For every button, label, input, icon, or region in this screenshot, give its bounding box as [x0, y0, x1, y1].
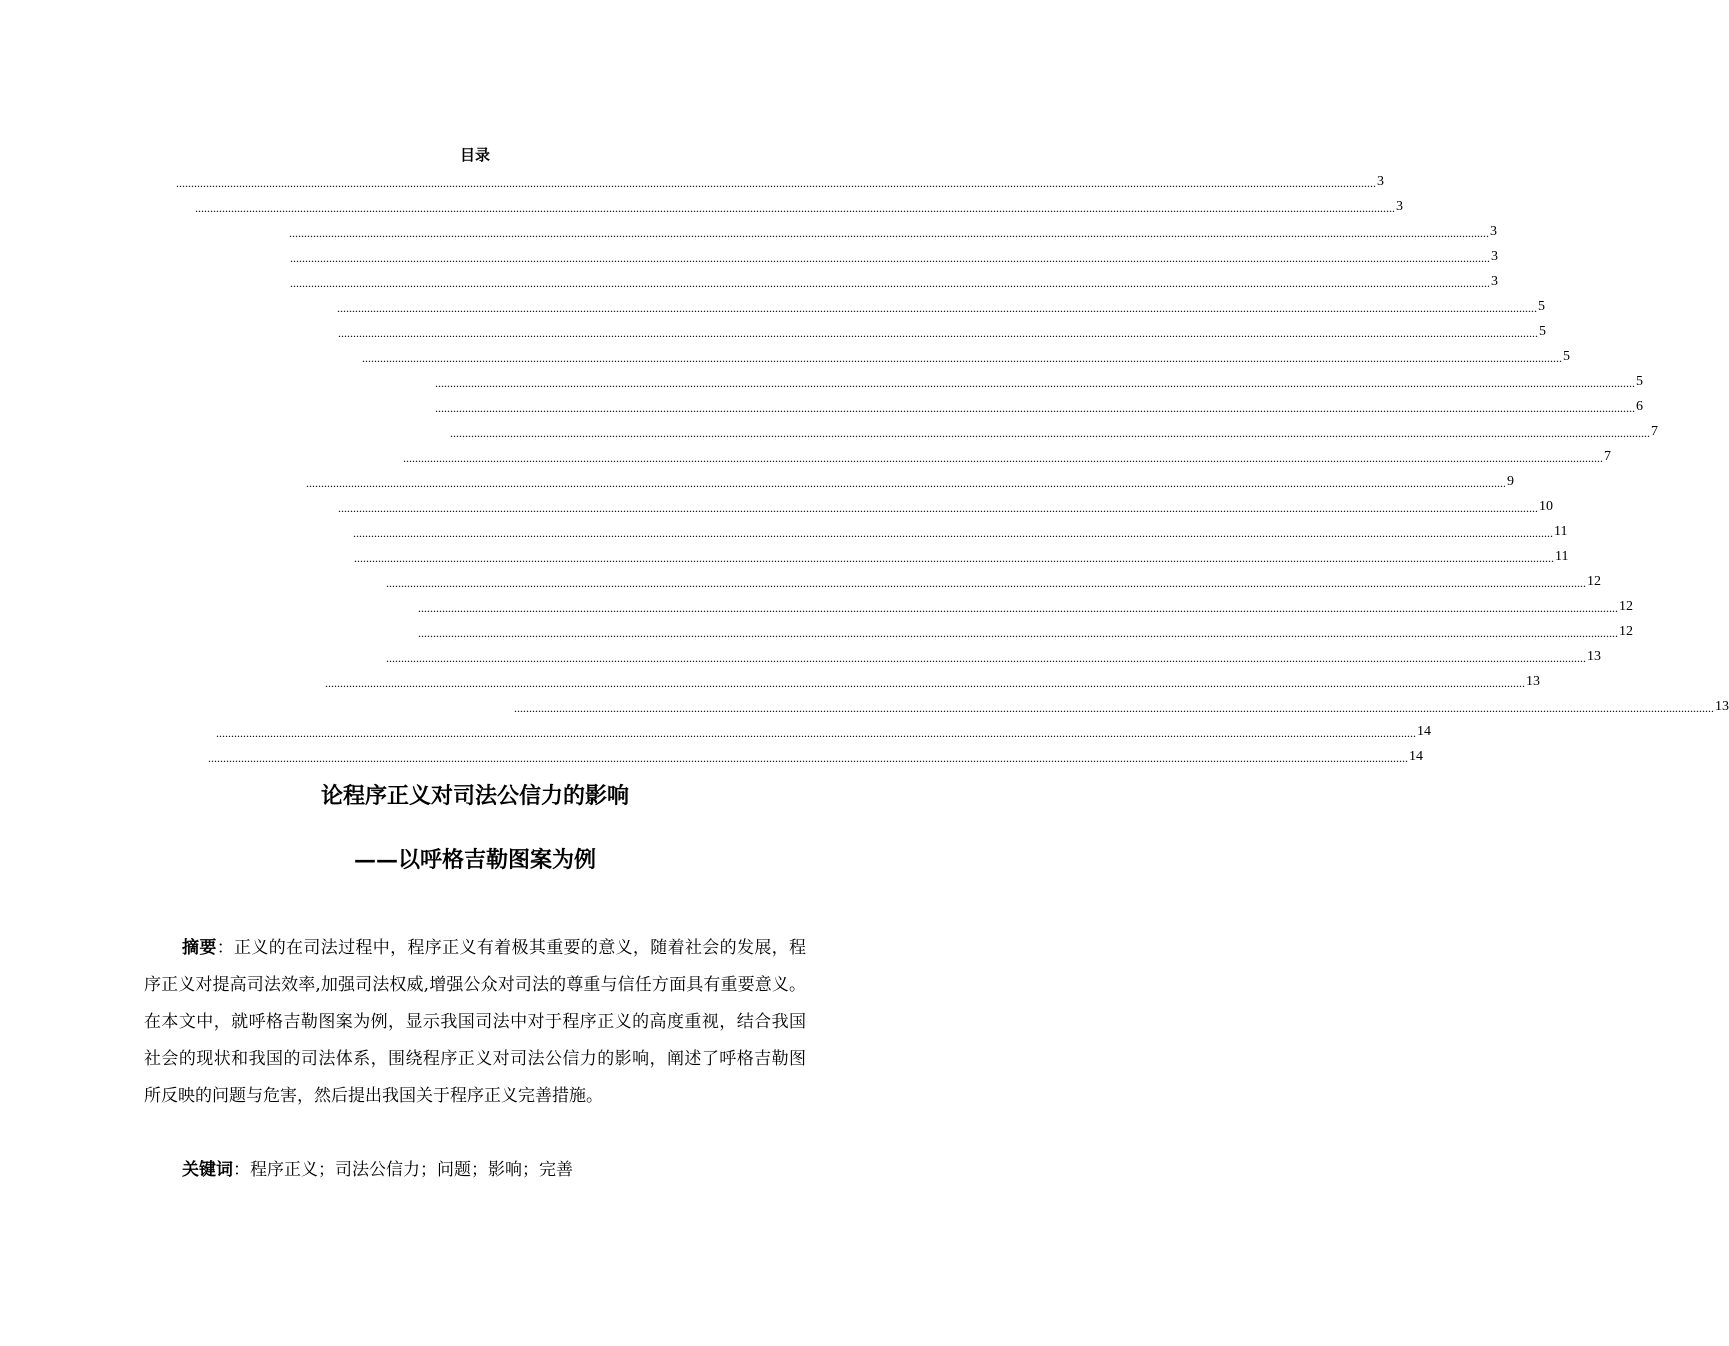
toc-entry[interactable]: [338, 495, 1553, 515]
toc-page-number: 14: [1409, 749, 1423, 764]
toc-leader-dots: ................................................................................................................................................................................................................................................................................................................................................................................................................: [338, 326, 1538, 340]
toc-entry[interactable]: [337, 295, 1545, 315]
toc-leader-dots: ................................................................................................................................................................................................................................................................................................................................................................................................................: [337, 301, 1537, 315]
toc-entry[interactable]: [195, 195, 1403, 215]
toc-page-number: 12: [1619, 624, 1633, 639]
toc-page-number: 12: [1587, 574, 1601, 589]
toc-page-number: 13: [1715, 699, 1729, 714]
toc-entry[interactable]: [338, 320, 1546, 340]
toc-page-number: 7: [1604, 449, 1611, 464]
toc-page-number: 3: [1396, 199, 1403, 214]
toc-leader-dots: ................................................................................................................................................................................................................................................................................................................................................................................................................: [386, 576, 1586, 590]
toc-page-number: 11: [1555, 549, 1569, 564]
toc-leader-dots: ................................................................................................................................................................................................................................................................................................................................................................................................................: [195, 201, 1395, 215]
abstract-paragraph: [144, 930, 806, 1115]
toc-leader-dots: ................................................................................................................................................................................................................................................................................................................................................................................................................: [338, 501, 1538, 515]
toc-entry[interactable]: [216, 720, 1431, 740]
toc-page-number: 5: [1539, 324, 1546, 339]
toc-entry[interactable]: [208, 745, 1423, 765]
toc-page-number: 14: [1417, 724, 1431, 739]
toc-leader-dots: ................................................................................................................................................................................................................................................................................................................................................................................................................: [435, 401, 1635, 415]
toc-page-number: 3: [1491, 274, 1498, 289]
toc-page-number: 13: [1587, 649, 1601, 664]
toc-leader-dots: ................................................................................................................................................................................................................................................................................................................................................................................................................: [418, 601, 1618, 615]
toc-entry[interactable]: [362, 345, 1570, 365]
abstract-colon: ：: [216, 938, 235, 958]
toc-entry[interactable]: [176, 170, 1384, 190]
toc-leader-dots: ................................................................................................................................................................................................................................................................................................................................................................................................................: [435, 376, 1635, 390]
abstract-label: 摘要: [182, 938, 217, 958]
toc-title: 目录: [459, 146, 490, 164]
toc-leader-dots: ................................................................................................................................................................................................................................................................................................................................................................................................................: [418, 626, 1618, 640]
toc-leader-dots: ................................................................................................................................................................................................................................................................................................................................................................................................................: [362, 351, 1562, 365]
paper-title: 论程序正义对司法公信力的影响: [320, 783, 629, 809]
toc-leader-dots: ................................................................................................................................................................................................................................................................................................................................................................................................................: [386, 651, 1586, 665]
toc-page-number: 9: [1507, 474, 1514, 489]
toc-entry[interactable]: [435, 370, 1643, 390]
toc-entry[interactable]: [386, 570, 1601, 590]
toc-page-number: 13: [1526, 674, 1540, 689]
toc-entry[interactable]: [418, 595, 1633, 615]
toc-leader-dots: ................................................................................................................................................................................................................................................................................................................................................................................................................: [403, 451, 1603, 465]
toc-leader-dots: ................................................................................................................................................................................................................................................................................................................................................................................................................: [353, 526, 1553, 540]
toc-entry[interactable]: [325, 670, 1540, 690]
toc-leader-dots: ................................................................................................................................................................................................................................................................................................................................................................................................................: [306, 476, 1506, 490]
toc-page-number: 12: [1619, 599, 1633, 614]
toc-page-number: 6: [1636, 399, 1643, 414]
toc-entry[interactable]: [403, 445, 1611, 465]
keywords-paragraph: [144, 1152, 806, 1189]
toc-leader-dots: ................................................................................................................................................................................................................................................................................................................................................................................................................: [290, 276, 1490, 290]
toc-page-number: 5: [1636, 374, 1643, 389]
toc-leader-dots: ................................................................................................................................................................................................................................................................................................................................................................................................................: [289, 226, 1489, 240]
toc-leader-dots: ................................................................................................................................................................................................................................................................................................................................................................................................................: [354, 551, 1554, 565]
toc-page-number: 5: [1538, 299, 1545, 314]
toc-entry[interactable]: [418, 620, 1633, 640]
toc-page-number: 11: [1554, 524, 1568, 539]
toc-page-number: 3: [1377, 174, 1384, 189]
toc-page-number: 3: [1490, 224, 1497, 239]
toc-page-number: 5: [1563, 349, 1570, 364]
toc-leader-dots: ................................................................................................................................................................................................................................................................................................................................................................................................................: [176, 176, 1376, 190]
toc-entry[interactable]: [306, 470, 1514, 490]
toc-leader-dots: ................................................................................................................................................................................................................................................................................................................................................................................................................: [290, 251, 1490, 265]
toc-entry[interactable]: [386, 645, 1601, 665]
toc-leader-dots: ................................................................................................................................................................................................................................................................................................................................................................................................................: [514, 701, 1714, 715]
toc-leader-dots: ................................................................................................................................................................................................................................................................................................................................................................................................................: [216, 726, 1416, 740]
toc-page-number: 10: [1539, 499, 1553, 514]
toc-leader-dots: ................................................................................................................................................................................................................................................................................................................................................................................................................: [208, 751, 1408, 765]
abstract-text: 正义的在司法过程中，程序正义有着极其重要的意义，随着社会的发展，程序正义对提高司法效率,加强司法权威,增强公众对司法的尊重与信任方面具有重要意义。在本文中，就呼格吉勒图案为例，显示我国司法中对于程序正义的高度重视，结合我国社会的现状和我国的司法体系，围绕程序正义对司法公信力的影响，阐述了呼格吉勒图所反映的问题与危害，然后提出我国关于程序正义完善措施。: [144, 938, 807, 1106]
toc-leader-dots: ................................................................................................................................................................................................................................................................................................................................................................................................................: [450, 426, 1650, 440]
toc-entry[interactable]: [353, 520, 1568, 540]
keywords-colon: ：: [233, 1160, 250, 1180]
toc-page-number: 3: [1491, 249, 1498, 264]
toc-entry[interactable]: [514, 695, 1729, 715]
toc-entry[interactable]: [435, 395, 1643, 415]
toc-entry[interactable]: [290, 270, 1498, 290]
toc-entry[interactable]: [354, 545, 1569, 565]
toc-leader-dots: ................................................................................................................................................................................................................................................................................................................................................................................................................: [325, 676, 1525, 690]
keywords-label: 关键词: [182, 1160, 233, 1180]
paper-subtitle: ——以呼格吉勒图案为例: [353, 847, 596, 873]
toc-entry[interactable]: [290, 245, 1498, 265]
toc-page-number: 7: [1651, 424, 1658, 439]
toc-entry[interactable]: [450, 420, 1658, 440]
keywords-text: 程序正义；司法公信力；问题；影响；完善: [250, 1160, 573, 1180]
toc-entry[interactable]: [289, 220, 1497, 240]
